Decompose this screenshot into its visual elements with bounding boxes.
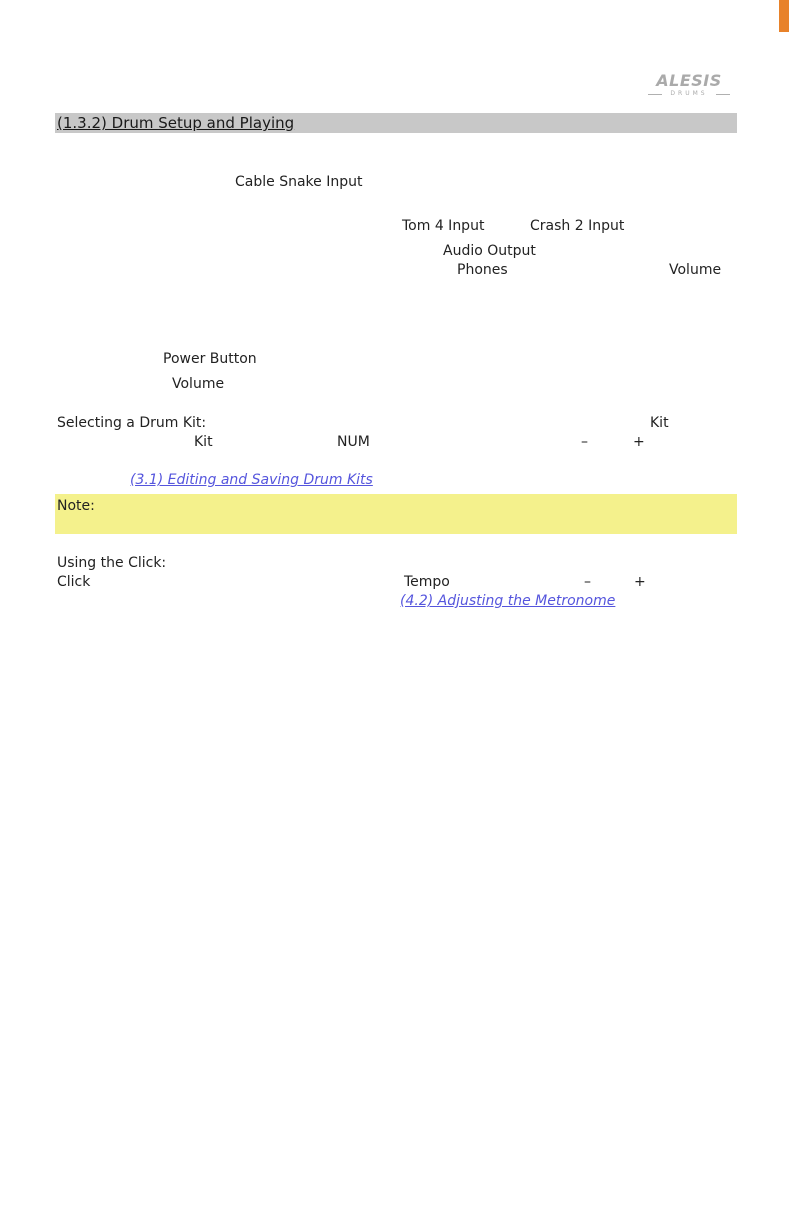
label-kit-1: Kit [650, 415, 669, 431]
page-edge-tab [779, 0, 789, 32]
label-volume-2: Volume [172, 376, 225, 392]
note-box [55, 494, 737, 534]
selecting-kit-heading: Selecting a Drum Kit: [57, 415, 207, 431]
section-heading: (1.3.2) Drum Setup and Playing [57, 114, 295, 132]
label-minus-1: – [581, 434, 588, 450]
label-tempo: Tempo [404, 574, 450, 590]
label-kit-2: Kit [194, 434, 213, 450]
logo-rule-left [648, 94, 662, 95]
logo-subtext: DRUMS [670, 90, 708, 97]
using-click-heading: Using the Click: [57, 555, 167, 571]
label-minus-2: – [584, 574, 591, 590]
label-power-button: Power Button [163, 351, 257, 367]
logo-subline [648, 90, 730, 98]
link-editing-saving-kits[interactable]: (3.1) Editing and Saving Drum Kits [130, 472, 373, 488]
label-num: NUM [337, 434, 370, 450]
label-audio-output: Audio Output [443, 243, 536, 259]
alesis-drums-logo [648, 73, 730, 101]
label-tom4-input: Tom 4 Input [402, 218, 485, 234]
logo-rule-right [716, 94, 730, 95]
label-volume-1: Volume [669, 262, 722, 278]
label-plus-2: + [634, 574, 646, 590]
logo-wordmark: ALESIS [656, 71, 722, 90]
label-crash2-input: Crash 2 Input [530, 218, 625, 234]
label-click: Click [57, 574, 91, 590]
link-adjusting-metronome[interactable]: (4.2) Adjusting the Metronome [400, 593, 616, 609]
note-label: Note: [57, 498, 95, 514]
label-phones: Phones [457, 262, 508, 278]
label-cable-snake-input: Cable Snake Input [235, 174, 363, 190]
label-plus-1: + [633, 434, 645, 450]
